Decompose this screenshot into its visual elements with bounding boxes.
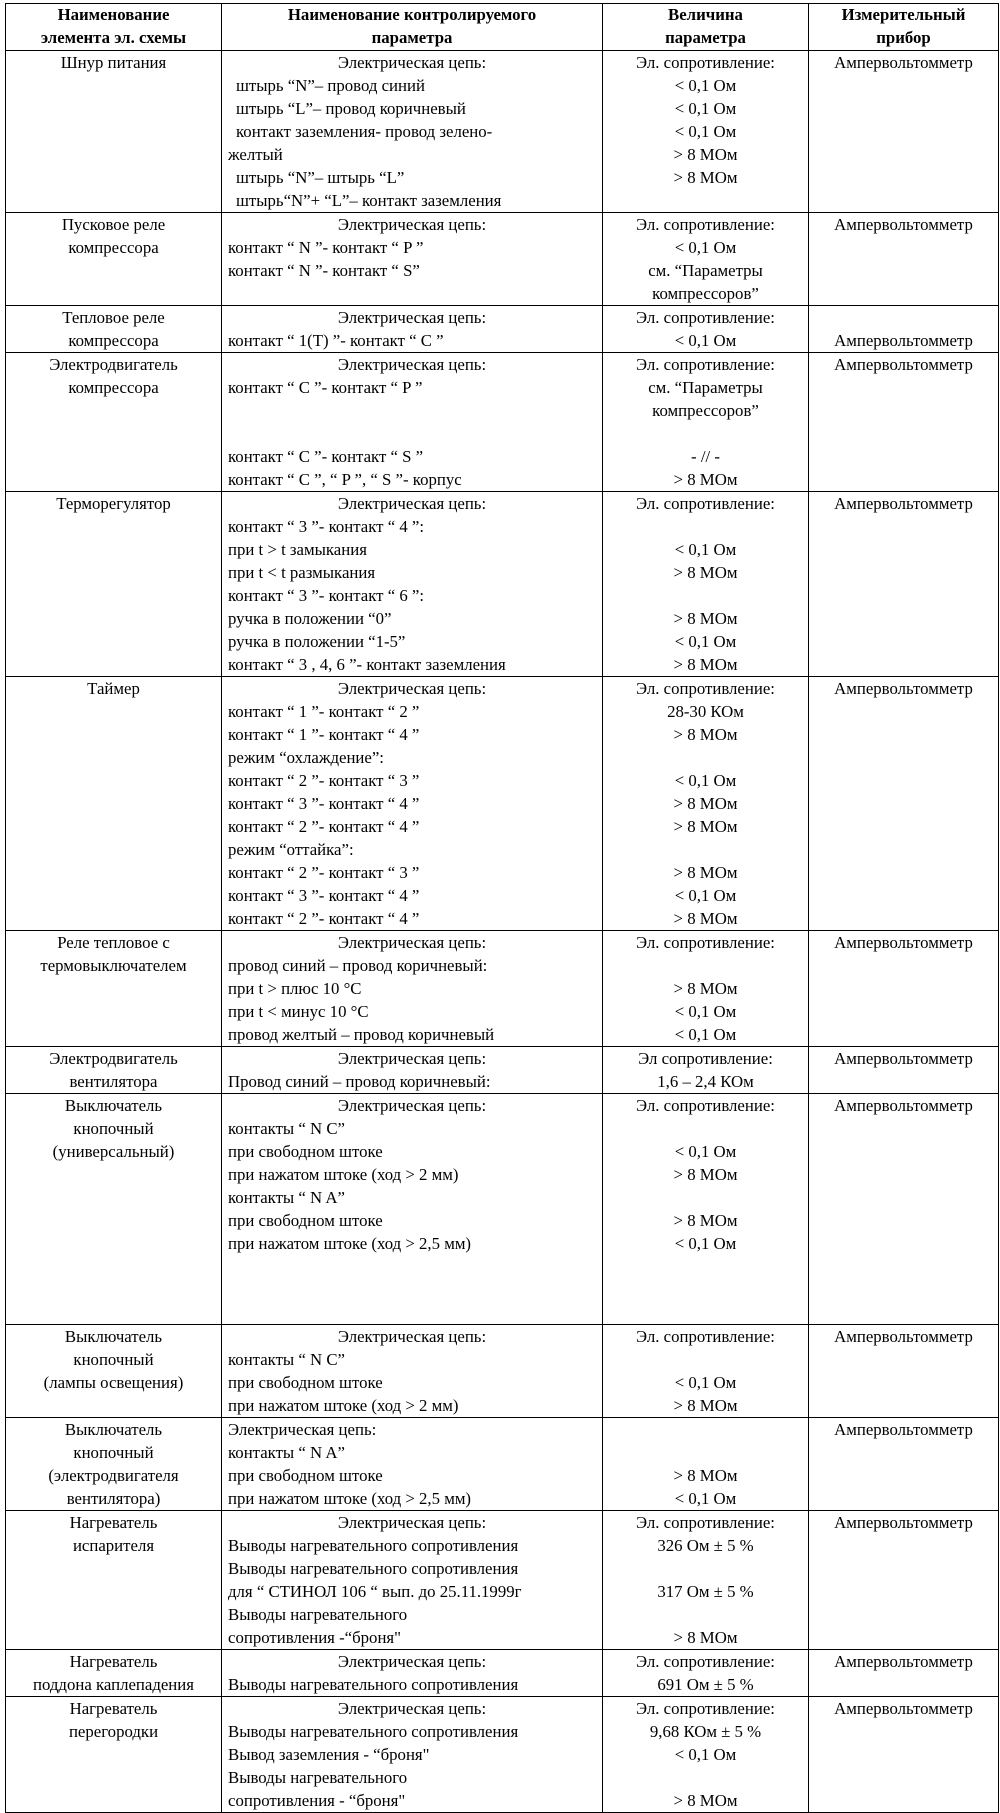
value-line: Эл. сопротивление: <box>636 1699 775 1718</box>
value-line <box>609 1418 802 1441</box>
parameter-line: Выводы нагревательного сопротивления <box>228 1536 519 1555</box>
element-name-cell <box>6 492 222 677</box>
parameter-line: при нажатом штоке (ход > 2,5 мм) <box>228 1234 472 1253</box>
device-cell <box>809 677 999 931</box>
value-line: < 0,1 Ом <box>674 1373 737 1392</box>
parameter-line: контакт “ 1 ”- контакт “ 2 ” <box>228 702 420 721</box>
value-line: < 0,1 Ом <box>674 1234 737 1253</box>
element-name-cell <box>6 306 222 353</box>
parameter-line: ручка в положении “1-5” <box>228 632 406 651</box>
parameter-line: контакт “ 1(T) ”- контакт “ C ” <box>228 331 444 350</box>
parameter-line: контакт “ 2 ”- контакт “ 3 ” <box>228 863 420 882</box>
parameter-line: при нажатом штоке (ход > 2,5 мм) <box>228 1489 472 1508</box>
table-row <box>6 1325 999 1418</box>
parameter-cell <box>222 213 603 306</box>
parameter-line: Вывод заземления - “броня" <box>228 1745 430 1764</box>
parameter-line: провод желтый – провод коричневый <box>228 1025 495 1044</box>
parameter-line: контакт “ N ”- контакт “ S” <box>228 261 420 280</box>
element-name-line: (лампы освещения) <box>43 1373 184 1392</box>
value-line: < 0,1 Ом <box>674 1025 737 1044</box>
table-row <box>6 353 999 492</box>
value-line <box>609 1441 802 1464</box>
parameter-line: при свободном штоке <box>228 1142 383 1161</box>
parameter-line: при t < минус 10 °С <box>228 1002 369 1021</box>
table-row <box>6 1511 999 1650</box>
device-cell <box>809 1418 999 1511</box>
parameter-cell <box>222 1047 603 1094</box>
device-name: Ампервольтомметр <box>834 331 973 350</box>
parameter-line: Электрическая цепь: <box>337 1699 487 1718</box>
value-line: 1,6 – 2,4 КОм <box>657 1072 754 1091</box>
parameter-line: при нажатом штоке (ход > 2 мм) <box>228 1396 459 1415</box>
value-line <box>609 1766 802 1789</box>
device-cell <box>809 1047 999 1094</box>
parameter-line: Электрическая цепь: <box>228 1420 377 1439</box>
parameter-line: Электрическая цепь: <box>337 355 487 374</box>
parameter-line: Электрическая цепь: <box>337 53 487 72</box>
table-row <box>6 1047 999 1094</box>
value-line: > 8 МОм <box>673 145 738 164</box>
value-line: > 8 МОм <box>673 1211 738 1230</box>
parameter-line: Выводы нагревательного сопротивления <box>228 1675 519 1694</box>
parameter-line: при нажатом штоке (ход > 2 мм) <box>228 1165 459 1184</box>
value-line: 691 Ом ± 5 % <box>657 1675 754 1694</box>
value-line: 9,68 КОм ± 5 % <box>649 1722 762 1741</box>
value-line <box>609 954 802 977</box>
value-line: 317 Ом ± 5 % <box>657 1582 754 1601</box>
element-name-line: Реле тепловое с <box>57 933 170 952</box>
value-line: - // - <box>691 447 720 466</box>
device-name: Ампервольтомметр <box>834 1513 973 1532</box>
element-name-line: компрессора <box>68 238 159 257</box>
value-line: Эл. сопротивление: <box>636 1652 775 1671</box>
device-cell <box>809 213 999 306</box>
value-line: 28-30 КОм <box>667 702 744 721</box>
parameter-line: контакт “ C ”- контакт “ S ” <box>228 447 424 466</box>
value-line <box>609 746 802 769</box>
value-line <box>609 515 802 538</box>
element-name-line: вентилятора) <box>66 1489 161 1508</box>
element-name-cell <box>6 1650 222 1697</box>
table-row <box>6 677 999 931</box>
parameter-cell <box>222 1418 603 1511</box>
table-row <box>6 1418 999 1511</box>
value-line: > 8 МОм <box>673 1466 738 1485</box>
value-line: > 8 МОм <box>673 168 738 187</box>
parameter-line: контакты “ N C” <box>228 1350 345 1369</box>
table-row <box>6 1650 999 1697</box>
value-line <box>609 1301 802 1324</box>
value-line: > 8 МОм <box>673 1396 738 1415</box>
parameter-line: штырь “L”– провод коричневый <box>236 99 466 118</box>
parameter-line: провод синий – провод коричневый: <box>228 956 488 975</box>
element-name-cell <box>6 1418 222 1511</box>
value-line <box>609 1348 802 1371</box>
value-line: Эл. сопротивление: <box>636 215 775 234</box>
value-line: < 0,1 Ом <box>674 238 737 257</box>
table-row <box>6 492 999 677</box>
parameter-line <box>228 1301 596 1324</box>
parameter-cell <box>222 1325 603 1418</box>
value-line: компрессоров” <box>652 284 759 303</box>
value-cell <box>603 492 809 677</box>
device-cell <box>809 1697 999 1813</box>
value-line: < 0,1 Ом <box>674 540 737 559</box>
parameter-line: ручка в положении “0” <box>228 609 392 628</box>
parameter-line: при t < t размыкания <box>228 563 376 582</box>
value-line: > 8 МОм <box>673 863 738 882</box>
parameter-line <box>228 1278 596 1301</box>
value-line: > 8 МОм <box>673 563 738 582</box>
parameter-line: контакт “ 2 ”- контакт “ 3 ” <box>228 771 420 790</box>
element-name-cell <box>6 1325 222 1418</box>
value-cell <box>603 1511 809 1650</box>
value-cell <box>603 931 809 1047</box>
parameter-line: при свободном штоке <box>228 1466 383 1485</box>
value-line: компрессоров” <box>652 401 759 420</box>
device-name: Ампервольтомметр <box>834 1096 973 1115</box>
element-name-line: испарителя <box>72 1536 155 1555</box>
element-name-cell <box>6 1697 222 1813</box>
element-name-cell <box>6 1047 222 1094</box>
value-line: > 8 МОм <box>673 909 738 928</box>
element-name-line: Тепловое реле <box>62 308 165 327</box>
header-device: Измерительный прибор <box>809 4 999 51</box>
value-line <box>609 1603 802 1626</box>
element-name-line: Нагреватель <box>69 1699 158 1718</box>
element-name-line: Нагреватель <box>69 1513 158 1532</box>
element-name-line: кнопочный <box>73 1443 154 1462</box>
parameter-cell <box>222 1650 603 1697</box>
value-line: > 8 МОм <box>673 1628 738 1647</box>
table-row <box>6 931 999 1047</box>
value-cell <box>603 1650 809 1697</box>
value-line <box>609 422 802 445</box>
value-line: < 0,1 Ом <box>674 771 737 790</box>
parameter-line: контакт “ 3 ”- контакт “ 4 ” <box>228 794 420 813</box>
parameter-line: при t > плюс 10 °С <box>228 979 362 998</box>
table-row <box>6 1094 999 1325</box>
parameter-line: при свободном штоке <box>228 1373 383 1392</box>
value-line <box>609 1117 802 1140</box>
parameter-line: контакт “ 2 ”- контакт “ 4 ” <box>228 909 420 928</box>
device-cell <box>809 51 999 213</box>
parameter-line: контакт “ 3 ”- контакт “ 4 ”: <box>228 517 425 536</box>
table-header-row <box>6 4 999 51</box>
element-name-line: (электродвигателя <box>48 1466 179 1485</box>
element-name-line: Терморегулятор <box>56 494 171 513</box>
value-cell <box>603 1047 809 1094</box>
device-name: Ампервольтомметр <box>834 1652 973 1671</box>
element-name-cell <box>6 677 222 931</box>
parameter-line: Выводы нагревательного <box>228 1768 408 1787</box>
header-parameter: Наименование контролируемого параметра <box>222 4 603 51</box>
parameter-line: Электрическая цепь: <box>337 215 487 234</box>
parameter-line: Электрическая цепь: <box>337 494 487 513</box>
element-name-line: вентилятора <box>69 1072 158 1091</box>
parameter-line: Электрическая цепь: <box>337 933 487 952</box>
element-name-line: Электродвигатель <box>49 355 178 374</box>
value-line <box>609 1557 802 1580</box>
element-name-line: компрессора <box>68 378 159 397</box>
element-name-cell <box>6 213 222 306</box>
value-line: > 8 МОм <box>673 725 738 744</box>
value-line: Эл. сопротивление: <box>636 1096 775 1115</box>
element-name-line: Выключатель <box>64 1327 163 1346</box>
value-line: > 8 МОм <box>673 817 738 836</box>
value-line: Эл. сопротивление: <box>636 933 775 952</box>
table-row <box>6 306 999 353</box>
parameter-cell <box>222 1511 603 1650</box>
element-name-line: Шнур питания <box>60 53 167 72</box>
value-cell <box>603 677 809 931</box>
value-cell <box>603 1418 809 1511</box>
element-name-cell <box>6 1094 222 1325</box>
parameter-line: контакты “ N C” <box>228 1119 345 1138</box>
parameter-line: Выводы нагревательного сопротивления <box>228 1559 519 1578</box>
value-line: > 8 МОм <box>673 655 738 674</box>
value-cell <box>603 51 809 213</box>
device-cell <box>809 1325 999 1418</box>
value-line: > 8 МОм <box>673 470 738 489</box>
device-cell <box>809 306 999 353</box>
parameter-line: Выводы нагревательного <box>228 1605 408 1624</box>
value-cell <box>603 1094 809 1325</box>
parameter-line: контакт заземления- провод зелено- <box>236 122 493 141</box>
parameter-line: сопротивления -“броня" <box>228 1628 401 1647</box>
element-name-cell <box>6 1511 222 1650</box>
element-name-cell <box>6 51 222 213</box>
value-line: > 8 МОм <box>673 609 738 628</box>
element-name-line: перегородки <box>68 1722 159 1741</box>
element-name-line: термовыключателем <box>40 956 187 975</box>
value-line <box>609 189 802 212</box>
device-cell <box>809 1094 999 1325</box>
parameter-line: контакт “ 3 , 4, 6 ”- контакт заземления <box>228 655 506 674</box>
value-line: Эл. сопротивление: <box>636 1327 775 1346</box>
value-line: Эл. сопротивление: <box>636 53 775 72</box>
value-line <box>609 1186 802 1209</box>
element-name-line: поддона каплепадения <box>32 1675 194 1694</box>
value-line: см. “Параметры <box>648 261 763 280</box>
element-name-line: кнопочный <box>73 1350 154 1369</box>
parameter-line: контакт “ 3 ”- контакт “ 4 ” <box>228 886 420 905</box>
value-line: > 8 МОм <box>673 1791 738 1810</box>
parameter-line: контакт “ C ”- контакт “ P ” <box>228 378 423 397</box>
value-line: < 0,1 Ом <box>674 331 737 350</box>
value-line: < 0,1 Ом <box>674 632 737 651</box>
parameter-line <box>228 282 596 305</box>
value-line: Эл. сопротивление: <box>636 355 775 374</box>
value-line: Эл сопротивление: <box>638 1049 773 1068</box>
parameter-line: Провод синий – провод коричневый: <box>228 1072 491 1091</box>
value-line <box>609 584 802 607</box>
parameter-line: сопротивления - “броня" <box>228 1791 406 1810</box>
parameter-line <box>228 422 596 445</box>
value-line <box>609 1278 802 1301</box>
value-line: < 0,1 Ом <box>674 1489 737 1508</box>
parameter-line: штырь“N”+ “L”– контакт заземления <box>236 191 502 210</box>
parameter-line: штырь “N”– штырь “L” <box>236 168 405 187</box>
value-cell <box>603 306 809 353</box>
element-name-line: Пусковое реле <box>61 215 166 234</box>
device-name: Ампервольтомметр <box>834 933 973 952</box>
value-line: > 8 МОм <box>673 979 738 998</box>
parameter-line: Выводы нагревательного сопротивления <box>228 1722 519 1741</box>
parameter-line: контакт “ 2 ”- контакт “ 4 ” <box>228 817 420 836</box>
parameter-line: Электрическая цепь: <box>337 679 487 698</box>
parameter-line: Электрическая цепь: <box>337 1327 487 1346</box>
parameter-line: контакт “ 1 ”- контакт “ 4 ” <box>228 725 420 744</box>
parameter-line: контакт “ N ”- контакт “ P ” <box>228 238 424 257</box>
value-line <box>609 838 802 861</box>
element-name-line: (универсальный) <box>52 1142 175 1161</box>
parameter-line <box>228 399 596 422</box>
value-cell <box>603 353 809 492</box>
parameter-line: Электрическая цепь: <box>337 1652 487 1671</box>
parameter-line: штырь “N”– провод синий <box>236 76 425 95</box>
parameter-cell <box>222 306 603 353</box>
parameter-line: Электрическая цепь: <box>337 1049 487 1068</box>
header-element: Наименование элемента эл. схемы <box>6 4 222 51</box>
table-row <box>6 51 999 213</box>
parameter-line: режим “охлаждение”: <box>228 748 384 767</box>
measurement-table <box>5 3 999 1813</box>
table-row <box>6 213 999 306</box>
parameter-line <box>228 1255 596 1278</box>
element-name-cell <box>6 353 222 492</box>
value-line: Эл. сопротивление: <box>636 494 775 513</box>
device-name: Ампервольтомметр <box>834 1049 973 1068</box>
parameter-line: Электрическая цепь: <box>337 1096 487 1115</box>
parameter-line: при свободном штоке <box>228 1211 383 1230</box>
element-name-line: Нагреватель <box>69 1652 158 1671</box>
parameter-line: контакт “ 3 ”- контакт “ 6 ”: <box>228 586 425 605</box>
parameter-line: желтый <box>228 145 283 164</box>
device-cell <box>809 353 999 492</box>
element-name-line: Таймер <box>87 679 140 698</box>
parameter-line: при t > t замыкания <box>228 540 367 559</box>
value-line: < 0,1 Ом <box>674 1002 737 1021</box>
element-name-line: компрессора <box>68 331 159 350</box>
element-name-line: кнопочный <box>73 1119 154 1138</box>
value-cell <box>603 1697 809 1813</box>
element-name-line: Выключатель <box>64 1096 163 1115</box>
device-name: Ампервольтомметр <box>834 355 973 374</box>
value-line: < 0,1 Ом <box>674 76 737 95</box>
device-name: Ампервольтомметр <box>834 1420 973 1439</box>
parameter-cell <box>222 1697 603 1813</box>
device-name: Ампервольтомметр <box>834 53 973 72</box>
parameter-line: контакты “ N A” <box>228 1443 345 1462</box>
parameter-line: Электрическая цепь: <box>337 308 487 327</box>
element-name-line: Электродвигатель <box>49 1049 178 1068</box>
device-name: Ампервольтомметр <box>834 679 973 698</box>
value-line: < 0,1 Ом <box>674 122 737 141</box>
table-body <box>6 51 999 1813</box>
parameter-line: Электрическая цепь: <box>337 1513 487 1532</box>
parameter-cell <box>222 353 603 492</box>
value-line: > 8 МОм <box>673 1165 738 1184</box>
value-line: < 0,1 Ом <box>674 886 737 905</box>
table-row <box>6 1697 999 1813</box>
value-cell <box>603 213 809 306</box>
value-cell <box>603 1325 809 1418</box>
header-value: Величина параметра <box>603 4 809 51</box>
value-line: < 0,1 Ом <box>674 1142 737 1161</box>
device-name: Ампервольтомметр <box>834 494 973 513</box>
element-name-cell <box>6 931 222 1047</box>
parameter-cell <box>222 51 603 213</box>
value-line: Эл. сопротивление: <box>636 308 775 327</box>
device-cell <box>809 1650 999 1697</box>
value-line: Эл. сопротивление: <box>636 1513 775 1532</box>
device-cell <box>809 492 999 677</box>
parameter-cell <box>222 492 603 677</box>
value-line: см. “Параметры <box>648 378 763 397</box>
device-cell <box>809 931 999 1047</box>
device-name: Ампервольтомметр <box>834 1327 973 1346</box>
parameter-cell <box>222 931 603 1047</box>
parameter-cell <box>222 1094 603 1325</box>
parameter-line: для “ СТИНОЛ 106 “ вып. до 25.11.1999г <box>228 1582 522 1601</box>
device-name: Ампервольтомметр <box>834 215 973 234</box>
device-cell <box>809 1511 999 1650</box>
value-line: < 0,1 Ом <box>674 1745 737 1764</box>
parameter-line: контакты “ N A” <box>228 1188 345 1207</box>
value-line <box>609 1255 802 1278</box>
parameter-line: контакт “ C ”, “ P ”, “ S ”- корпус <box>228 470 462 489</box>
device-name: Ампервольтомметр <box>834 1699 973 1718</box>
value-line: > 8 МОм <box>673 794 738 813</box>
element-name-line: Выключатель <box>64 1420 163 1439</box>
parameter-line: режим “оттайка”: <box>228 840 354 859</box>
value-line: 326 Ом ± 5 % <box>657 1536 754 1555</box>
parameter-cell <box>222 677 603 931</box>
value-line: < 0,1 Ом <box>674 99 737 118</box>
value-line: Эл. сопротивление: <box>636 679 775 698</box>
